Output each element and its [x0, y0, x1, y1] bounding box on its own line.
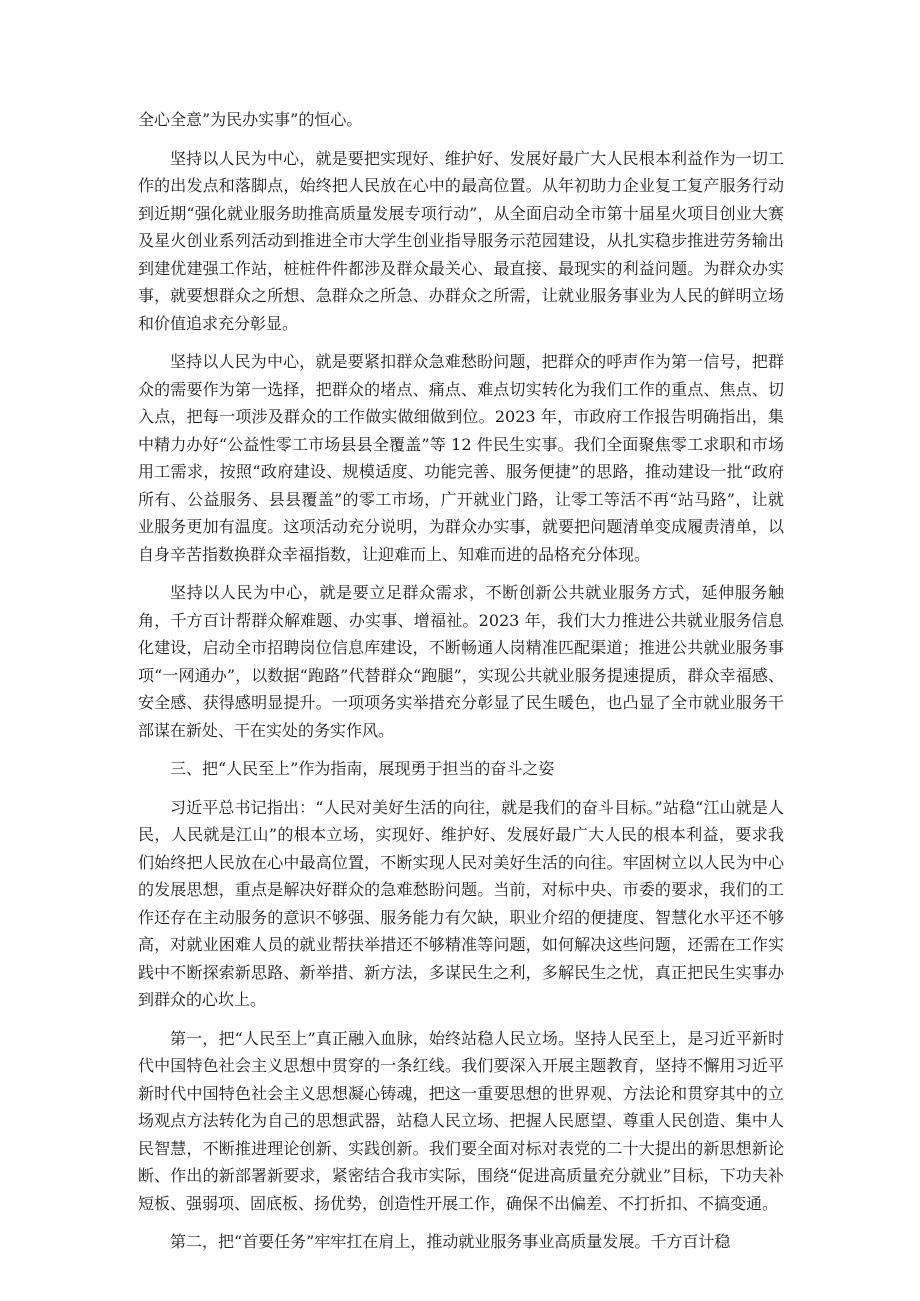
- paragraph-people-centered-services: 坚持以人民为中心，就是要立足群众需求，不断创新公共就业服务方式，延伸服务触角，千方百计帮群众解难题、办实事、增福祉。2023 年，我们大力推进公共就业服务信息化建设，启动全市招聘岗位信息库建设，不断畅通人岗精准匹配渠道；推进公共就业服务事项“一网通办”，以数据“跑路”代替群众“跑腿”，实现公共就业服务提速提质，群众幸福感、安全感、获得感明显提升。一项项务实举措充分彰显了民生暖色，也凸显了全市就业服务干部谋在新处、干在实处的务实作风。: [138, 583, 784, 740]
- paragraph-people-centered-interests: 坚持以人民为中心，就是要把实现好、维护好、发展好最广大人民根本利益作为一切工作的出发点和落脚点，始终把人民放在心中的最高位置。从年初助力企业复工复产服务行动到近期“强化就业服务助推高质量发展专项行动”，从全面启动全市第十届星火项目创业大赛及星火创业系列活动到推进全市大学生创业指导服务示范园建设，从扎实稳步推进劳务输出到建优建强工作站，桩桩件件都涉及群众最关心、最直接、最现实的利益问题。为群众办实事，就要想群众之所想、急群众之所急、办群众之所需，让就业服务事业为人民的鲜明立场和价值追求充分彰显。: [138, 148, 784, 333]
- paragraph-continuation: 全心全意”为民办实事”的恒心。: [138, 110, 363, 129]
- document-page: [138, 106, 784, 1267]
- paragraph-point-two: 第二，把“首要任务”牢牢扛在肩上，推动就业服务事业高质量发展。千方百计稳: [170, 1232, 731, 1251]
- paragraph-point-one: 第一，把“人民至上”真正融入血脉，始终站稳人民立场。坚持人民至上，是习近平新时代中国特色社会主义思想中贯穿的一条红线。我们要深入开展主题教育，坚持不懈用习近平新时代中国特色社会主义思想凝心铸魂，把这一重要思想的世界观、方法论和贯穿其中的立场观点方法转化为自己的思想武器，站稳人民立场、把握人民愿望、尊重人民创造、集中人民智慧，不断推进理论创新、实践创新。我们要全面对标对表党的二十大提出的新思想新论断、作出的新部署新要求，紧密结合我市实际，围绕“促进高质量充分就业”目标，下功夫补短板、强弱项、固底板、扬优势，创造性开展工作，确保不出偏差、不打折扣、不搞变通。: [138, 1028, 784, 1213]
- paragraph-people-centered-concerns: 坚持以人民为中心，就是要紧扣群众急难愁盼问题，把群众的呼声作为第一信号，把群众的需要作为第一选择，把群众的堵点、痛点、难点切实转化为我们工作的重点、焦点、切入点，把每一项涉及群众的工作做实做细做到位。2023 年，市政府工作报告明确指出，集中精力办好“公益性零工市场县县全覆盖”等 12 件民生实事。我们全面聚焦零工求职和市场用工需求，按照“政府建设、规模适度、功能完善、服务便捷”的思路，推动建设一批“政府所有、公益服务、县县覆盖”的零工市场，广开就业门路，让零工等活不再“站马路”，让就业服务更加有温度。这项活动充分说明，为群众办实事，就要把问题清单变成履责清单，以自身辛苦指数换群众幸福指数，让迎难而上、知难而进的品格充分体现。: [138, 352, 784, 564]
- section-heading-three: 三、把“人民至上”作为指南，展现勇于担当的奋斗之姿: [170, 759, 555, 778]
- paragraph-quote-people-first: 习近平总书记指出：“人民对美好生活的向往，就是我们的奋斗目标。”站稳“江山就是人民，人民就是江山”的根本立场，实现好、维护好、发展好最广大人民的根本利益，要求我们始终把人民放在心中最高位置，不断实现人民对美好生活的向往。牢固树立以人民为中心的发展思想，重点是解决好群众的急难愁盼问题。当前，对标中央、市委的要求，我们的工作还存在主动服务的意识不够强、服务能力有欠缺，职业介绍的便捷度、智慧化水平还不够高，对就业困难人员的就业帮扶举措还不够精准等问题，如何解决这些问题，还需在工作实践中不断探索新思路、新举措、新方法，多谋民生之利，多解民生之忧，真正把民生实事办到群众的心坎上。: [138, 797, 784, 1009]
